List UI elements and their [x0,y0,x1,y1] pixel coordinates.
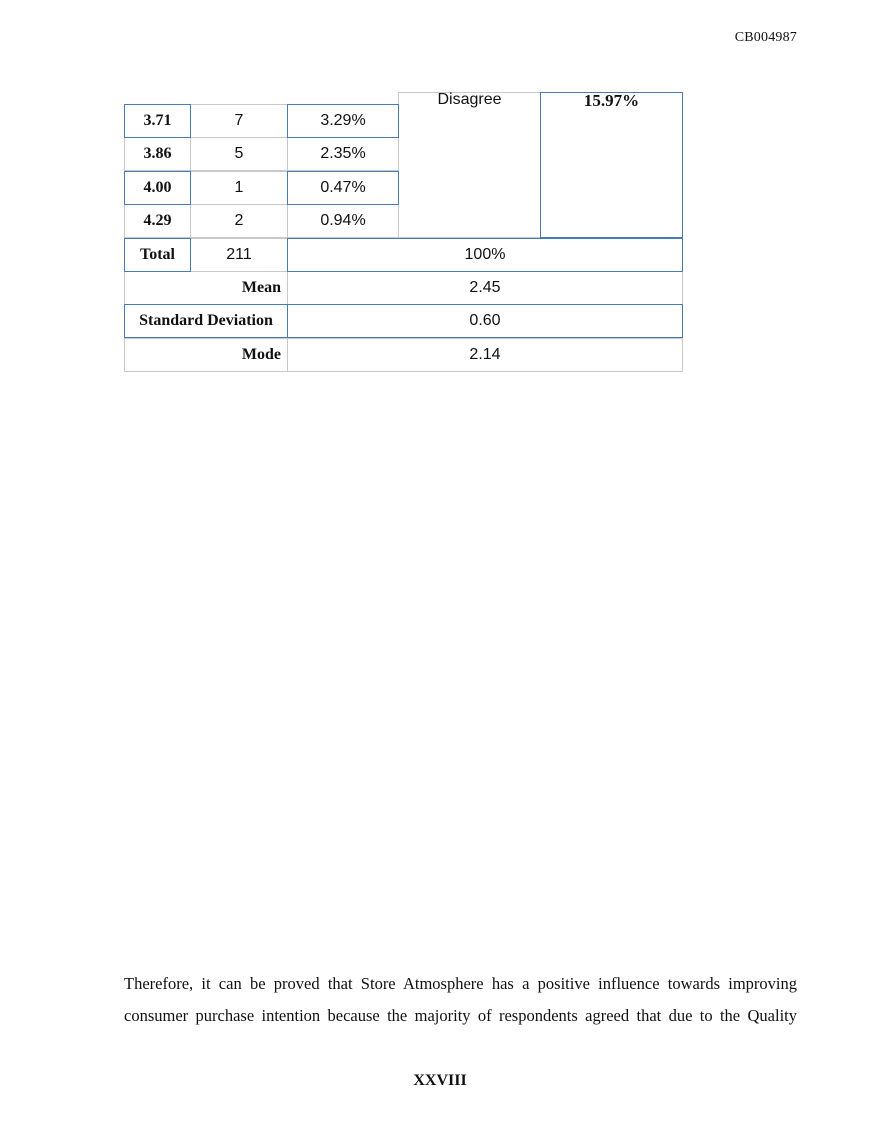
std-dev-value-cell: 0.60 [287,304,683,338]
rating-percent-text: 15.97% [583,91,640,110]
score-cell: 4.29 [124,204,191,238]
total-label-cell: Total [124,238,191,272]
std-dev-label-cell: Standard Deviation [124,304,288,338]
page-number: XXVIII [413,1072,467,1089]
rating-label-cell [398,92,541,238]
total-percent-cell: 100% [287,238,683,272]
mode-value-cell: 2.14 [287,338,683,372]
score-cell: 3.71 [124,104,191,138]
mode-label-cell: Mode [124,338,288,372]
score-cell: 4.00 [124,171,191,205]
count-cell: 7 [190,104,288,138]
percent-cell: 3.29% [287,104,399,138]
count-cell: 1 [190,171,288,205]
paragraph-line: consumer purchase intention because the majority of respondents agreed that due to the Quality [124,1006,797,1025]
rating-label-text: Disagree [437,91,502,108]
percent-cell: 0.94% [287,204,399,238]
count-cell: 5 [190,137,288,171]
rating-percent-cell [540,92,683,238]
score-cell: 3.86 [124,137,191,171]
paragraph-line: Therefore, it can be proved that Store Atmosphere has a positive influence towards improving [124,974,797,993]
document-id: CB004987 [734,30,797,45]
count-cell: 2 [190,204,288,238]
percent-cell: 0.47% [287,171,399,205]
frequency-table [124,91,683,372]
body-paragraph [124,968,797,1032]
total-count-cell: 211 [190,238,288,272]
mean-label-cell: Mean [124,271,288,305]
percent-cell: 2.35% [287,137,399,171]
mean-value-cell: 2.45 [287,271,683,305]
